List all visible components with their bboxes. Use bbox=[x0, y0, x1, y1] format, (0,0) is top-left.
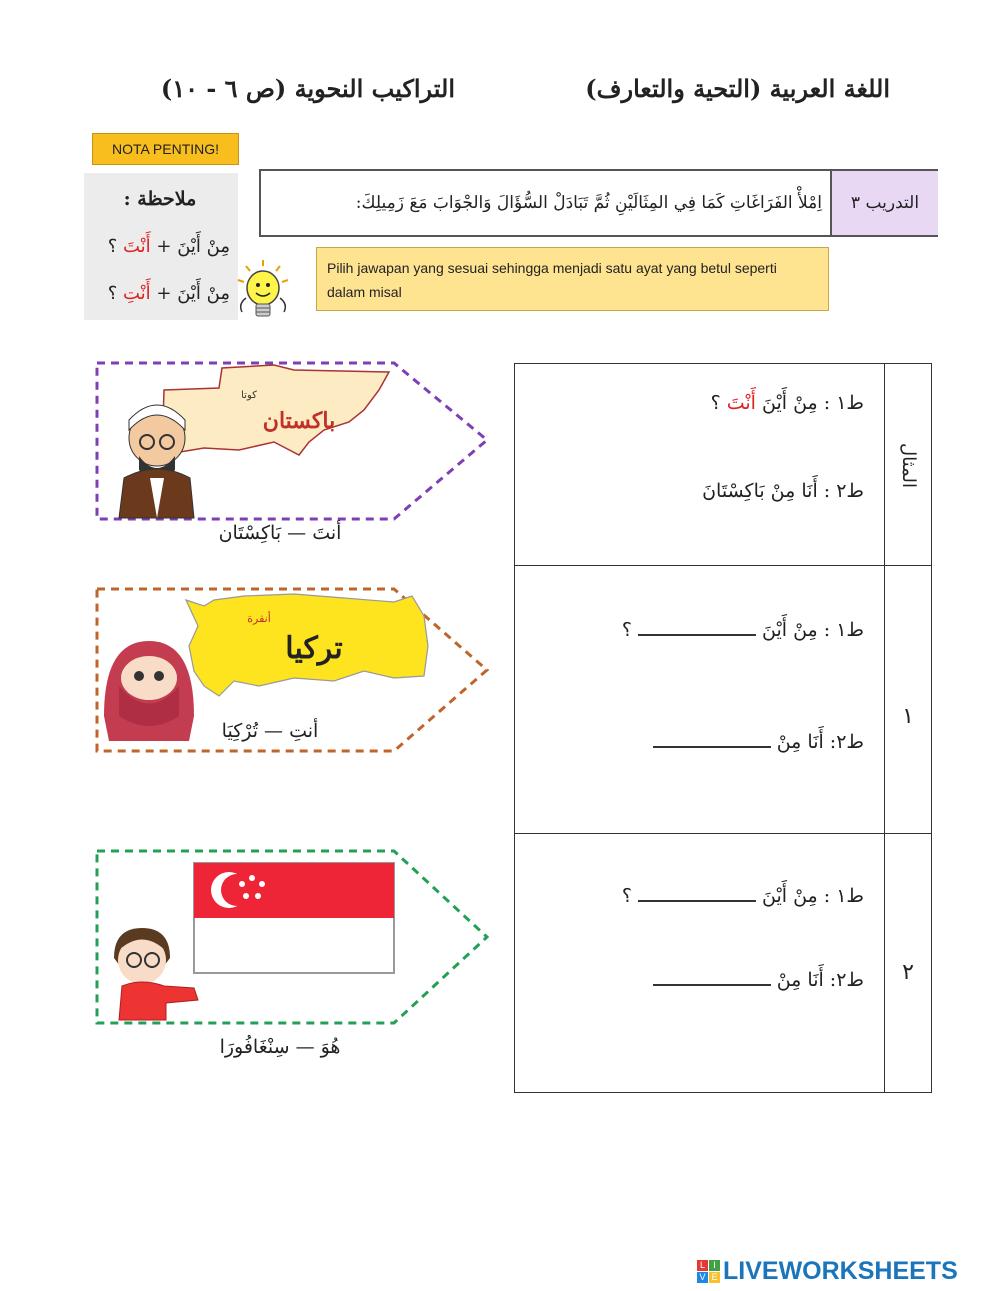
logo-letter-v: V bbox=[697, 1272, 708, 1283]
logo-letter-l: L bbox=[697, 1260, 708, 1271]
card-singapore bbox=[94, 848, 490, 1026]
example-row-label bbox=[888, 440, 928, 490]
note-pronoun-anti: أَنْتِ bbox=[123, 283, 151, 304]
live-logo-mark bbox=[697, 1260, 720, 1283]
row-number-1: ١ bbox=[902, 704, 914, 729]
turkey-map-label: تركيا bbox=[285, 631, 343, 666]
logo-letter-e: E bbox=[709, 1272, 720, 1283]
note-line-2-text: مِنْ أَيْنَ + bbox=[150, 283, 230, 304]
note-line-2-qmark: ؟ bbox=[107, 283, 123, 304]
card-pakistan bbox=[94, 360, 490, 522]
example-question-pronoun: أَنْتَ bbox=[726, 392, 756, 414]
card-pakistan-caption: أنتَ — بَاكِسْتَان bbox=[218, 522, 342, 544]
note-line-feminine bbox=[90, 283, 230, 304]
row-1-answer bbox=[524, 730, 864, 753]
table-row-divider bbox=[514, 565, 932, 566]
note-pronoun-anta: أَنْتَ bbox=[123, 236, 151, 257]
pakistan-city-label: كوتا bbox=[241, 390, 257, 401]
row-1-question-blank[interactable] bbox=[638, 618, 756, 636]
row-1-answer-blank[interactable] bbox=[653, 730, 771, 748]
row-1-question-qmark: ؟ bbox=[621, 619, 632, 641]
hijab-girl-character bbox=[104, 641, 194, 741]
row-2-answer-text: ط٢: أَنَا مِنْ bbox=[776, 969, 864, 991]
row-2-answer-blank[interactable] bbox=[653, 968, 771, 986]
exercise-label: التدريب ٣ bbox=[830, 171, 938, 235]
turkey-city-label: أنقرة bbox=[247, 612, 271, 625]
example-question-qmark: ؟ bbox=[710, 392, 727, 414]
example-question-text: ط١ : مِنْ أَيْنَ bbox=[755, 392, 864, 414]
example-answer: ط٢ : أَنَا مِنْ بَاكِسْتَانَ bbox=[702, 480, 864, 502]
row-number-2: ٢ bbox=[902, 960, 914, 985]
note-line-1-qmark: ؟ bbox=[107, 236, 123, 257]
nota-penting-badge: NOTA PENTING! bbox=[92, 133, 239, 165]
liveworksheets-logo bbox=[697, 1256, 993, 1286]
row-1-question-text: ط١ : مِنْ أَيْنَ bbox=[762, 619, 864, 641]
row-2-question-qmark: ؟ bbox=[621, 885, 632, 907]
row-2-question bbox=[524, 884, 864, 907]
pakistan-map-label: باكستان bbox=[262, 408, 336, 434]
row-2-question-blank[interactable] bbox=[638, 884, 756, 902]
card-singapore-caption: هُوَ — سِنْغَافُورَا bbox=[219, 1036, 341, 1058]
logo-letter-i: I bbox=[709, 1260, 720, 1271]
note-title: ملاحظة : bbox=[123, 188, 197, 210]
row-2-question-text: ط١ : مِنْ أَيْنَ bbox=[762, 885, 864, 907]
note-line-1-text: مِنْ أَيْنَ + bbox=[150, 236, 230, 257]
teacher-character bbox=[119, 405, 194, 518]
boy-character bbox=[114, 928, 198, 1020]
note-line-masculine bbox=[90, 236, 230, 257]
worksheet-subtitle: التراكيب النحوية (ص ٦ - ١٠) bbox=[160, 74, 455, 103]
singapore-flag bbox=[194, 863, 394, 973]
example-question bbox=[524, 392, 864, 414]
row-1-question bbox=[524, 618, 864, 641]
row-1-answer-text: ط٢: أَنَا مِنْ bbox=[776, 731, 864, 753]
table-column-divider bbox=[884, 363, 885, 1093]
instruction-text: اِمْلأْ الفَرَاغَاتِ كَمَا فِي المِثَالَيْنِ ثُمَّ تَبَادَلْ السُّؤَالَ وَالجْوَابَ مَعَ زَمِيلِكَ: bbox=[355, 193, 822, 213]
example-label-text: المثال bbox=[897, 442, 919, 488]
row-2-answer bbox=[524, 968, 864, 991]
worksheet-title: اللغة العربية (التحية والتعارف) bbox=[585, 74, 890, 103]
instruction-hint: Pilih jawapan yang sesuai sehingga menjadi satu ayat yang betul seperti dalam misal bbox=[316, 247, 829, 311]
table-row-divider bbox=[514, 833, 932, 834]
lightbulb-icon bbox=[232, 258, 294, 328]
card-turkey-caption: أنتِ — تُرْكِيَا bbox=[221, 720, 319, 742]
liveworksheets-brand: LIVEWORKSHEETS bbox=[723, 1256, 958, 1285]
